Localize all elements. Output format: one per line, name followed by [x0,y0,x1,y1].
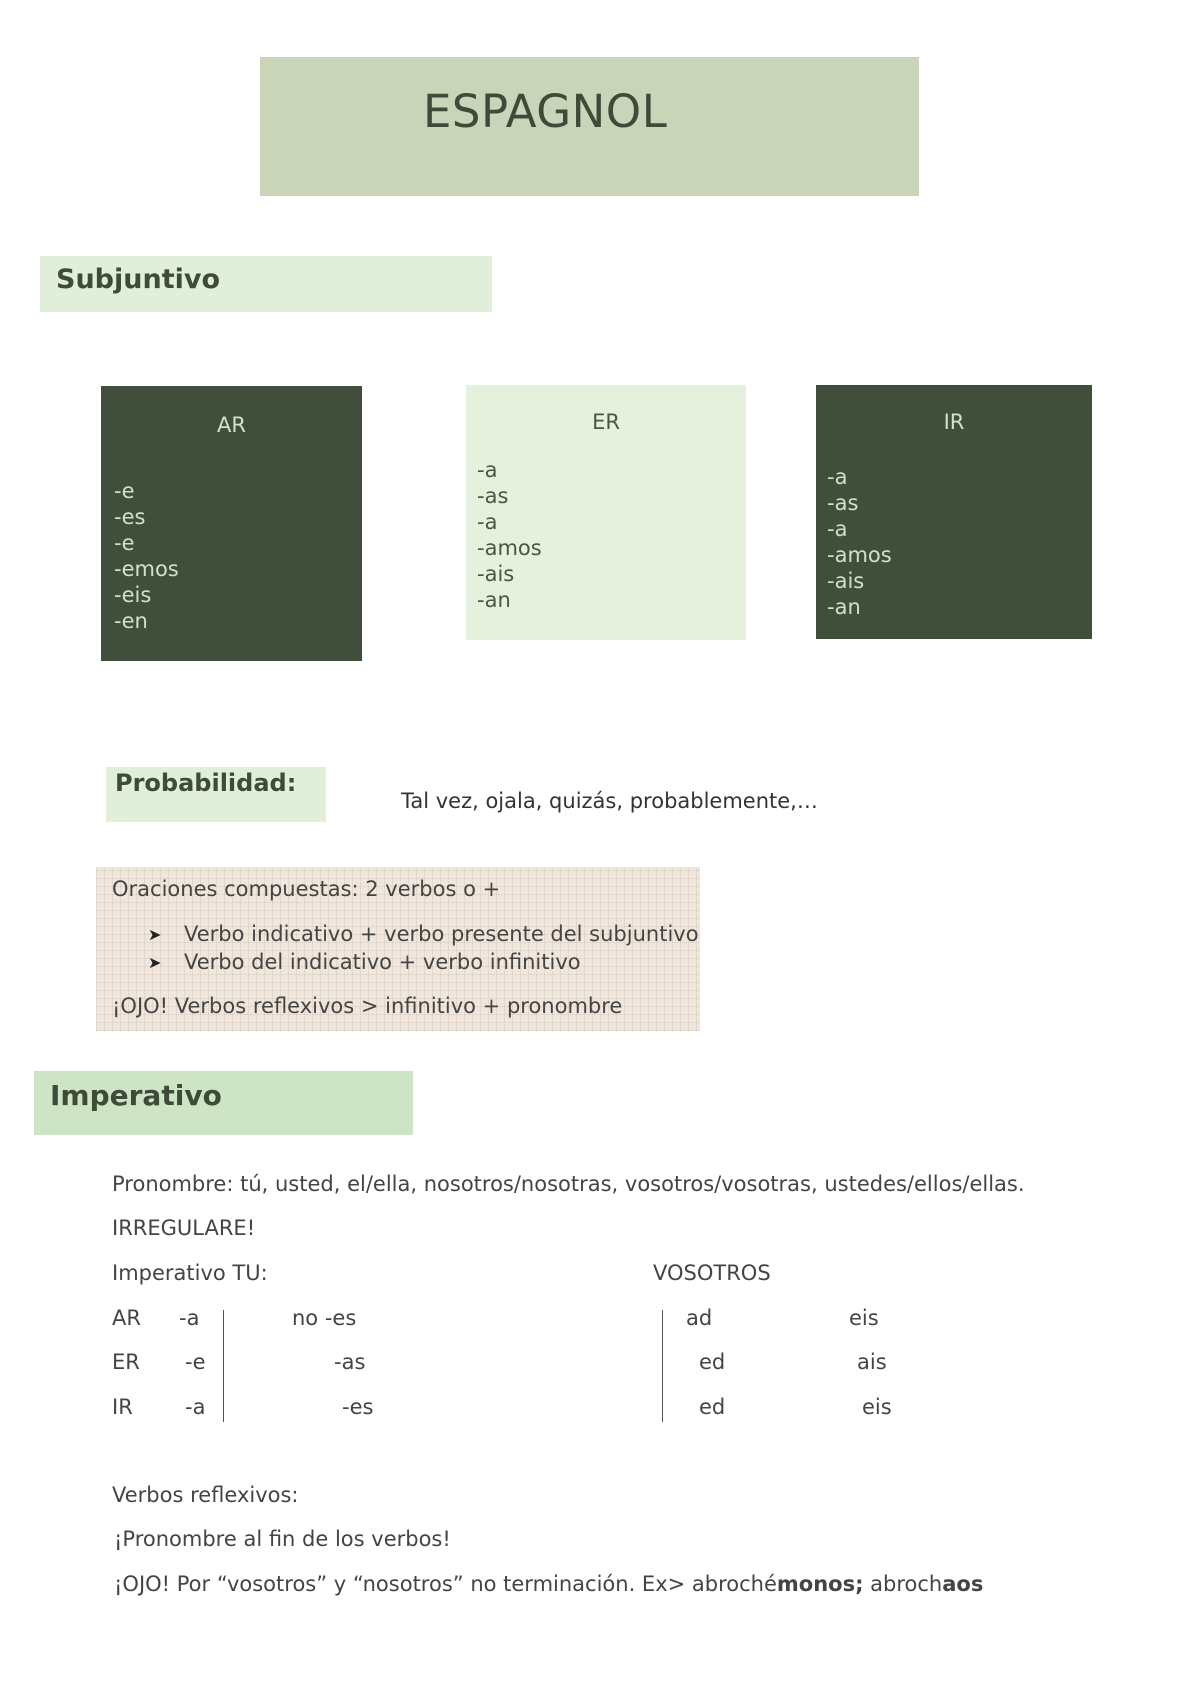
ir-label: IR [943,410,965,434]
list-item: -en [114,609,148,633]
pronombre-list: Pronombre: tú, usted, el/ella, nosotros/nosotras, vosotros/vosotras, ustedes/ellos/ellas. [112,1172,1025,1196]
oraciones-box [96,867,700,1031]
table-row-aff: -a [185,1395,206,1419]
list-item: -a [827,465,848,489]
table-row-vos-aff: ad [686,1306,713,1330]
reflexivos-ojo-bold: monos; [776,1572,864,1596]
table-row-aff: -e [185,1350,206,1374]
oraciones-bullet: Verbo indicativo + verbo presente del subjuntivo [184,922,699,946]
table-row-verb: ER [112,1350,140,1374]
list-item: -a [477,458,498,482]
list-item: -a [827,517,848,541]
title-banner [260,57,919,196]
list-item: -amos [477,536,542,560]
list-item: -a [477,510,498,534]
list-item: -an [477,588,511,612]
list-item: -ais [827,569,865,593]
er-label: ER [592,410,620,434]
reflexivos-ojo-bold: aos [942,1572,984,1596]
ar-endings-box [101,386,362,661]
table-row-vos-neg: ais [857,1350,887,1374]
reflexivos-label: Verbos reflexivos: [112,1483,299,1507]
list-item: -es [114,505,146,529]
oraciones-bullet: Verbo del indicativo + verbo infinitivo [184,950,581,974]
table-row-vos-aff: ed [699,1395,726,1419]
table-row-aff: -a [179,1306,200,1330]
reflexivos-ojo-mid: abroch [863,1572,943,1596]
oraciones-heading: Oraciones compuestas: 2 verbos o + [112,877,501,901]
er-endings-box [466,385,746,640]
probabilidad-label: Probabilidad: [115,769,297,797]
table-row-neg: -as [334,1350,366,1374]
ir-endings-box [816,385,1092,639]
imperativo-tu-label: Imperativo TU: [112,1261,268,1285]
table-row-vos-aff: ed [699,1350,726,1374]
list-item: -amos [827,543,892,567]
table-row-neg: no -es [292,1306,357,1330]
section-heading-subjuntivo [40,256,492,312]
vosotros-label: VOSOTROS [653,1261,771,1285]
list-item: -as [827,491,859,515]
column-divider [662,1310,663,1422]
ar-label: AR [217,413,246,437]
probabilidad-label-box [106,767,326,822]
section-heading-subjuntivo-text: Subjuntivo [56,264,221,295]
arrow-bullet-icon: ➤ [148,953,162,972]
list-item: -e [114,479,135,503]
table-row-vos-neg: eis [862,1395,892,1419]
section-heading-imperativo [34,1071,413,1135]
table-row-neg: -es [342,1395,374,1419]
list-item: -emos [114,557,179,581]
table-row-verb: IR [112,1395,133,1419]
list-item: -e [114,531,135,555]
table-row-vos-neg: eis [849,1306,879,1330]
reflexivos-rule: ¡Pronombre al fin de los verbos! [114,1527,451,1551]
arrow-bullet-icon: ➤ [148,925,162,944]
ir-endings-list [827,464,892,620]
page-title: ESPAGNOL [423,85,668,138]
list-item: -eis [114,583,152,607]
list-item: -ais [477,562,515,586]
list-item: -as [477,484,509,508]
irregulare-note: IRREGULARE! [112,1216,256,1240]
column-divider [223,1310,224,1422]
oraciones-ojo: ¡OJO! Verbos reflexivos > infinitivo + pronombre [112,994,623,1018]
ar-endings-list [114,478,179,634]
reflexivos-ojo-prefix: ¡OJO! Por “vosotros” y “nosotros” no terminación. Ex> abroché [114,1572,777,1596]
er-endings-list [477,457,542,613]
section-heading-imperativo-text: Imperativo [50,1079,222,1112]
table-row-verb: AR [112,1306,141,1330]
probabilidad-text: Tal vez, ojala, quizás, probablemente,… [401,789,818,813]
list-item: -an [827,595,861,619]
reflexivos-ojo [114,1572,983,1596]
